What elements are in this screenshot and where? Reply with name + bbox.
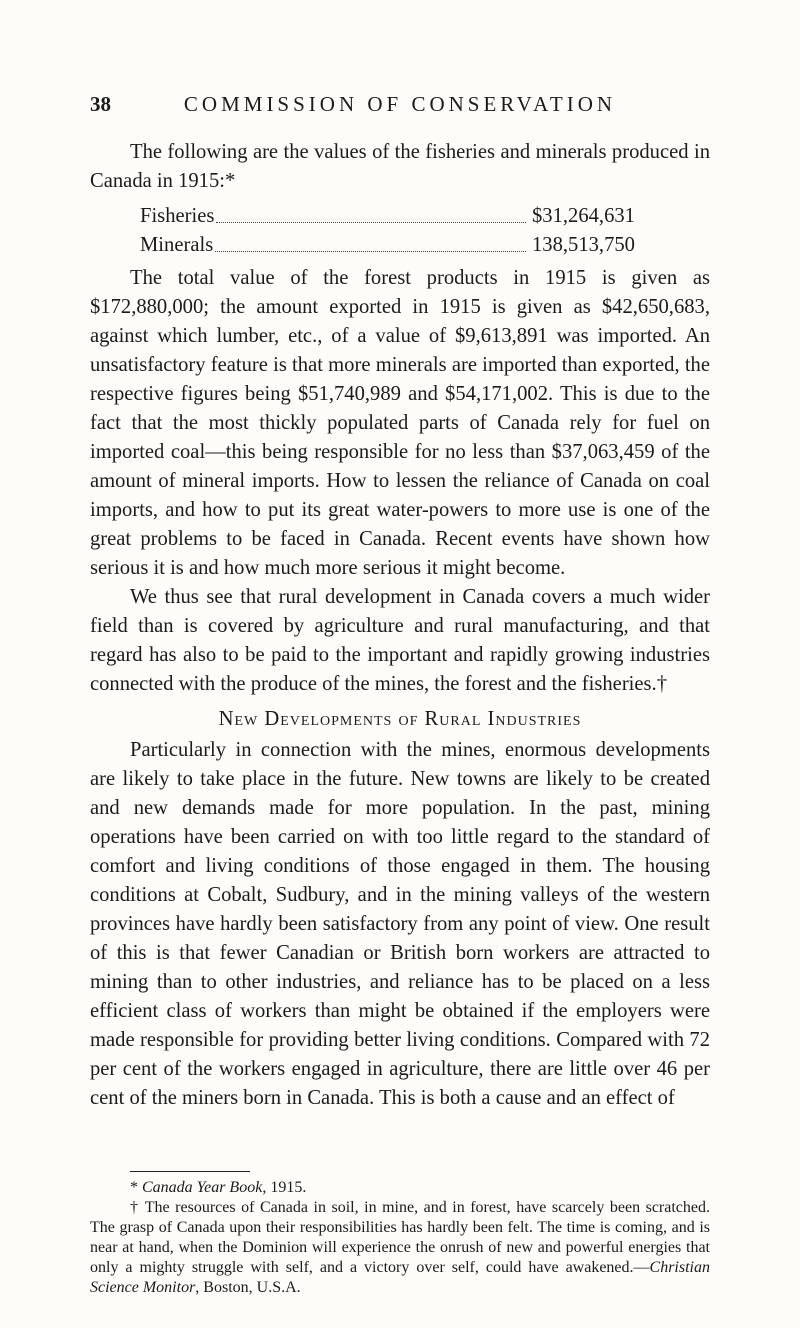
values-table xyxy=(140,202,660,260)
footnote-rule xyxy=(130,1171,250,1172)
footnote-tail: , Boston, U.S.A. xyxy=(195,1279,301,1296)
footnote-mark: * xyxy=(130,1179,138,1196)
row-label: Minerals xyxy=(140,234,214,256)
main-text xyxy=(90,138,710,1113)
page-number: 38 xyxy=(90,92,111,116)
footnote-2 xyxy=(90,1198,710,1298)
dot-leader xyxy=(215,231,526,252)
footnote-source: Christian Science Monitor xyxy=(90,1259,710,1296)
footnote-source: Canada Year Book xyxy=(142,1179,263,1196)
paragraph: We thus see that rural development in Canada covers a much wider field than is covered by agriculture and rural manufacturing, and that regard has also to be paid to the important and rapidly growing industries connected with the produce of the mines, the forest and the fisheries.† xyxy=(90,586,710,695)
running-header xyxy=(90,92,710,122)
running-title: COMMISSION OF CONSERVATION xyxy=(183,92,617,116)
row-value: $31,264,631 xyxy=(532,205,635,227)
dot-leader xyxy=(216,202,526,223)
row-label: Fisheries xyxy=(140,205,215,227)
intro-paragraph: The following are the values of the fisheries and minerals produced in Canada in 1915:* xyxy=(90,141,710,192)
section-paragraph: Particularly in connection with the mines, enormous developments are likely to take place in the future. New towns are likely to be created and new demands made for more population. In the past, mining operations have been carried on with too little regard to the standard of comfort and living conditions of those engaged in them. The housing conditions at Cobalt, Sudbury, and in the mining valleys of the western provinces have hardly been satisfactory from any point of view. One result of this is that fewer Canadian or British born workers are attracted to mining than to other industries, and reliance has to be placed on a less efficient class of workers than might be obtained if the employers were made responsible for providing better living conditions. Compared with 72 per cent of the workers engaged in agriculture, there are little over 46 per cent of the miners born in Canada. This is both a cause and an effect of xyxy=(90,739,710,1109)
paragraph: The total value of the forest products in 1915 is given as $172,880,000; the amount exported in 1915 is given as $42,650,683, against which lumber, etc., of a value of $9,613,891 was imported. An unsatisfactory feature is that more minerals are imported than exported, the respective figures being $51,740,989 and $54,171,002. This is due to the fact that the most thickly populated parts of Canada rely for fuel on imported coal—this being responsible for no less than $37,063,459 of the amount of mineral imports. How to lessen the reliance of Canada on coal imports, and how to put its great water-powers to more use is one of the great problems to be faced in Canada. Recent events have shown how serious it is and how much more serious it might become. xyxy=(90,267,710,579)
section-heading: New Developments of Rural Industries xyxy=(218,708,582,730)
footnote-1 xyxy=(90,1178,710,1198)
table-row xyxy=(140,231,660,260)
footnotes xyxy=(90,1171,710,1298)
table-row xyxy=(140,202,660,231)
footnote-text: † The resources of Canada in soil, in mine, and in forest, have scarcely been scratched. The grasp of Canada upon their responsibilities has hardly been felt. The time is coming, and is near at hand, when the Dominion will experience the onrush of new and powerful energies that only a mighty struggle with self, and a victory over self, could have awakened.— xyxy=(90,1199,710,1276)
row-value: 138,513,750 xyxy=(532,234,635,256)
footnote-tail: , 1915. xyxy=(262,1179,307,1196)
